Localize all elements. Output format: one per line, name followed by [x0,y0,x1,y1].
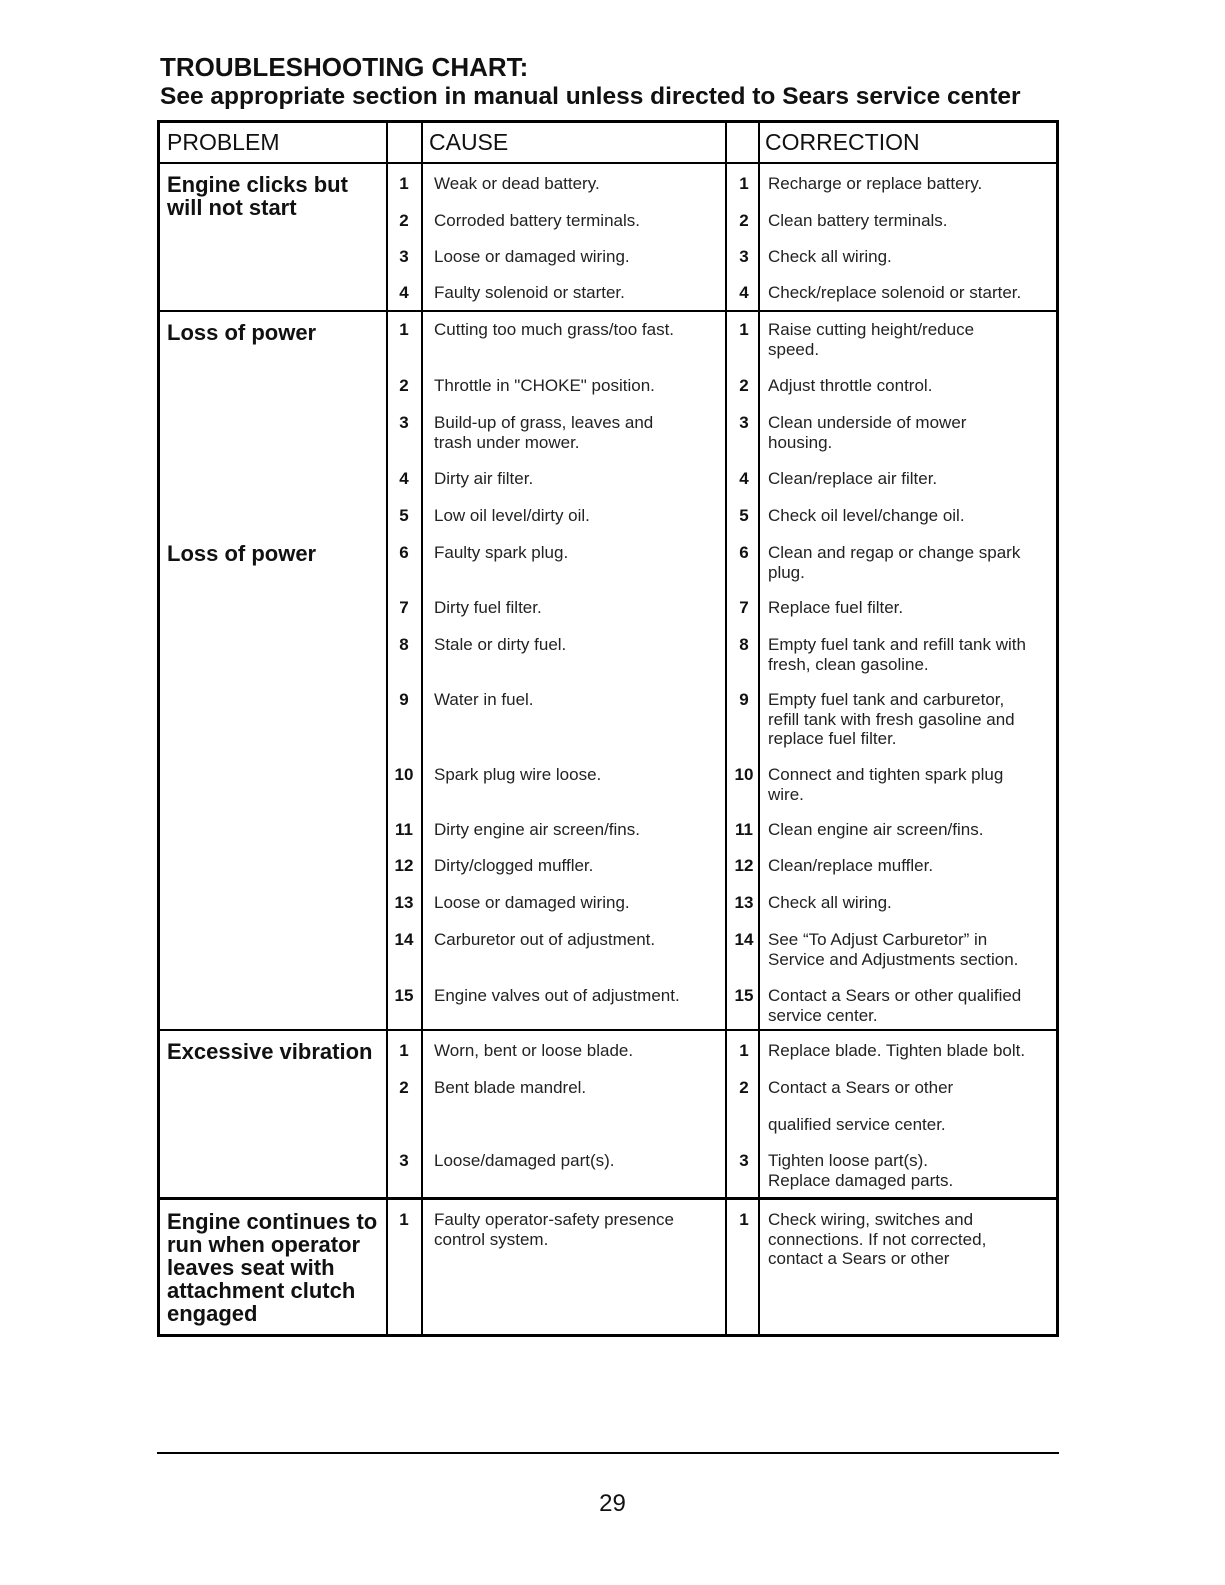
correction-text: Empty fuel tank and refill tank with fresh, clean gasoline. [768,635,1026,674]
cause-text: Bent blade mandrel. [434,1078,587,1097]
correction-number: 9 [739,690,749,709]
cause-text: Water in fuel. [434,690,534,709]
correction-text: Recharge or replace battery. [768,174,983,193]
page-subtitle: See appropriate section in manual unless directed to Sears service center [160,83,1021,110]
cause-number: 5 [399,506,409,525]
cause-number: 2 [399,211,409,230]
correction-text: Contact a Sears or other [768,1078,954,1097]
cause-text: Faulty spark plug. [434,543,569,562]
correction-text: qualified service center. [768,1115,946,1134]
cause-text: Faulty solenoid or starter. [434,283,625,302]
problem-engine-clicks: Engine clicks but will not start [167,172,348,220]
correction-text: Tighten loose part(s). Replace damaged parts. [768,1151,954,1190]
cause-text: Engine valves out of adjustment. [434,986,680,1005]
cause-number: 1 [399,1041,409,1060]
problem-loss-of-power-repeat: Loss of power [167,541,317,566]
section-divider [160,1197,1056,1200]
cause-text: Dirty fuel filter. [434,598,542,617]
cause-text: Dirty engine air screen/fins. [434,820,640,839]
footer-rule [157,1452,1059,1454]
page-number: 29 [599,1490,626,1517]
problem-excessive-vibration: Excessive vibration [167,1039,373,1064]
cause-text: Low oil level/dirty oil. [434,506,590,525]
cause-text: Loose or damaged wiring. [434,247,630,266]
correction-text: Clean/replace muffler. [768,856,934,875]
cause-number: 3 [399,247,409,266]
correction-number: 10 [734,765,754,784]
cause-text: Loose or damaged wiring. [434,893,630,912]
cause-number: 12 [394,856,414,875]
header-divider [160,162,1056,164]
correction-text: Check/replace solenoid or starter. [768,283,1022,302]
correction-number: 4 [739,469,749,488]
correction-text: Adjust throttle control. [768,376,933,395]
section-divider [160,1029,1056,1031]
correction-text: Raise cutting height/reduce speed. [768,320,975,359]
correction-number: 7 [739,598,749,617]
cause-number: 1 [399,1210,409,1229]
cause-text: Build-up of grass, leaves and trash under mower. [434,413,654,452]
correction-text: Check oil level/change oil. [768,506,965,525]
cause-number: 11 [395,820,413,839]
correction-text: Clean underside of mower housing. [768,413,967,452]
column-header-cause: CAUSE [429,129,509,155]
cause-number: 4 [399,283,409,302]
correction-number: 4 [739,283,749,302]
correction-text: Clean engine air screen/fins. [768,820,984,839]
correction-text: Connect and tighten spark plug wire. [768,765,1004,804]
correction-text: Replace fuel filter. [768,598,904,617]
cause-text: Carburetor out of adjustment. [434,930,656,949]
cause-number: 14 [394,930,414,949]
correction-number: 14 [734,930,754,949]
cause-number: 1 [399,320,409,339]
correction-number: 2 [739,376,749,395]
correction-number: 3 [739,413,749,432]
problem-loss-of-power: Loss of power [167,320,317,345]
correction-text: Clean and regap or change spark plug. [768,543,1021,582]
cause-text: Faulty operator-safety presence control system. [434,1210,675,1249]
cause-number: 4 [399,469,409,488]
cause-number: 10 [394,765,414,784]
correction-text: See “To Adjust Carburetor” in Service and Adjustments section. [768,930,1019,969]
cause-text: Corroded battery terminals. [434,211,640,230]
cause-number: 7 [399,598,409,617]
correction-number: 2 [739,1078,749,1097]
correction-text: Empty fuel tank and carburetor, refill tank with fresh gasoline and replace fuel filter. [768,690,1015,748]
cause-number: 2 [399,376,409,395]
cause-text: Worn, bent or loose blade. [434,1041,634,1060]
correction-number: 11 [735,820,753,839]
correction-text: Replace blade. Tighten blade bolt. [768,1041,1026,1060]
problem-engine-continues: Engine continues to run when operator leaves seat with attachment clutch engaged [167,1209,378,1326]
column-header-correction: CORRECTION [765,129,920,155]
correction-number: 8 [739,635,749,654]
correction-text: Check all wiring. [768,893,892,912]
correction-text: Contact a Sears or other qualified service center. [768,986,1022,1025]
cause-text: Weak or dead battery. [434,174,600,193]
cause-text: Stale or dirty fuel. [434,635,567,654]
cause-number: 3 [399,413,409,432]
cause-text: Loose/damaged part(s). [434,1151,615,1170]
correction-number: 12 [734,856,754,875]
correction-number: 13 [734,893,754,912]
cause-text: Throttle in "CHOKE" position. [434,376,655,395]
correction-number: 6 [739,543,749,562]
cause-number: 6 [399,543,409,562]
correction-number: 15 [734,986,754,1005]
correction-number: 1 [739,1210,749,1229]
correction-number: 1 [739,174,749,193]
cause-text: Cutting too much grass/too fast. [434,320,675,339]
column-header-problem: PROBLEM [167,129,280,155]
correction-text: Clean/replace air filter. [768,469,938,488]
cause-text: Dirty air filter. [434,469,534,488]
cause-number: 8 [399,635,409,654]
troubleshooting-table [157,120,1059,1337]
correction-number: 1 [739,1041,749,1060]
correction-text: Clean battery terminals. [768,211,948,230]
correction-number: 2 [739,211,749,230]
correction-number: 3 [739,1151,749,1170]
correction-number: 5 [739,506,749,525]
correction-text: Check all wiring. [768,247,892,266]
cause-number: 1 [399,174,409,193]
correction-number: 1 [739,320,749,339]
cause-number: 13 [394,893,414,912]
cause-number: 2 [399,1078,409,1097]
correction-text: Check wiring, switches and connections. If not corrected, contact a Sears or other [768,1210,987,1268]
cause-number: 3 [399,1151,409,1170]
cause-text: Spark plug wire loose. [434,765,602,784]
cause-text: Dirty/clogged muffler. [434,856,594,875]
section-divider [160,310,1056,312]
cause-number: 9 [399,690,409,709]
cause-number: 15 [394,986,414,1005]
correction-number: 3 [739,247,749,266]
page-title: TROUBLESHOOTING CHART: [160,52,529,82]
